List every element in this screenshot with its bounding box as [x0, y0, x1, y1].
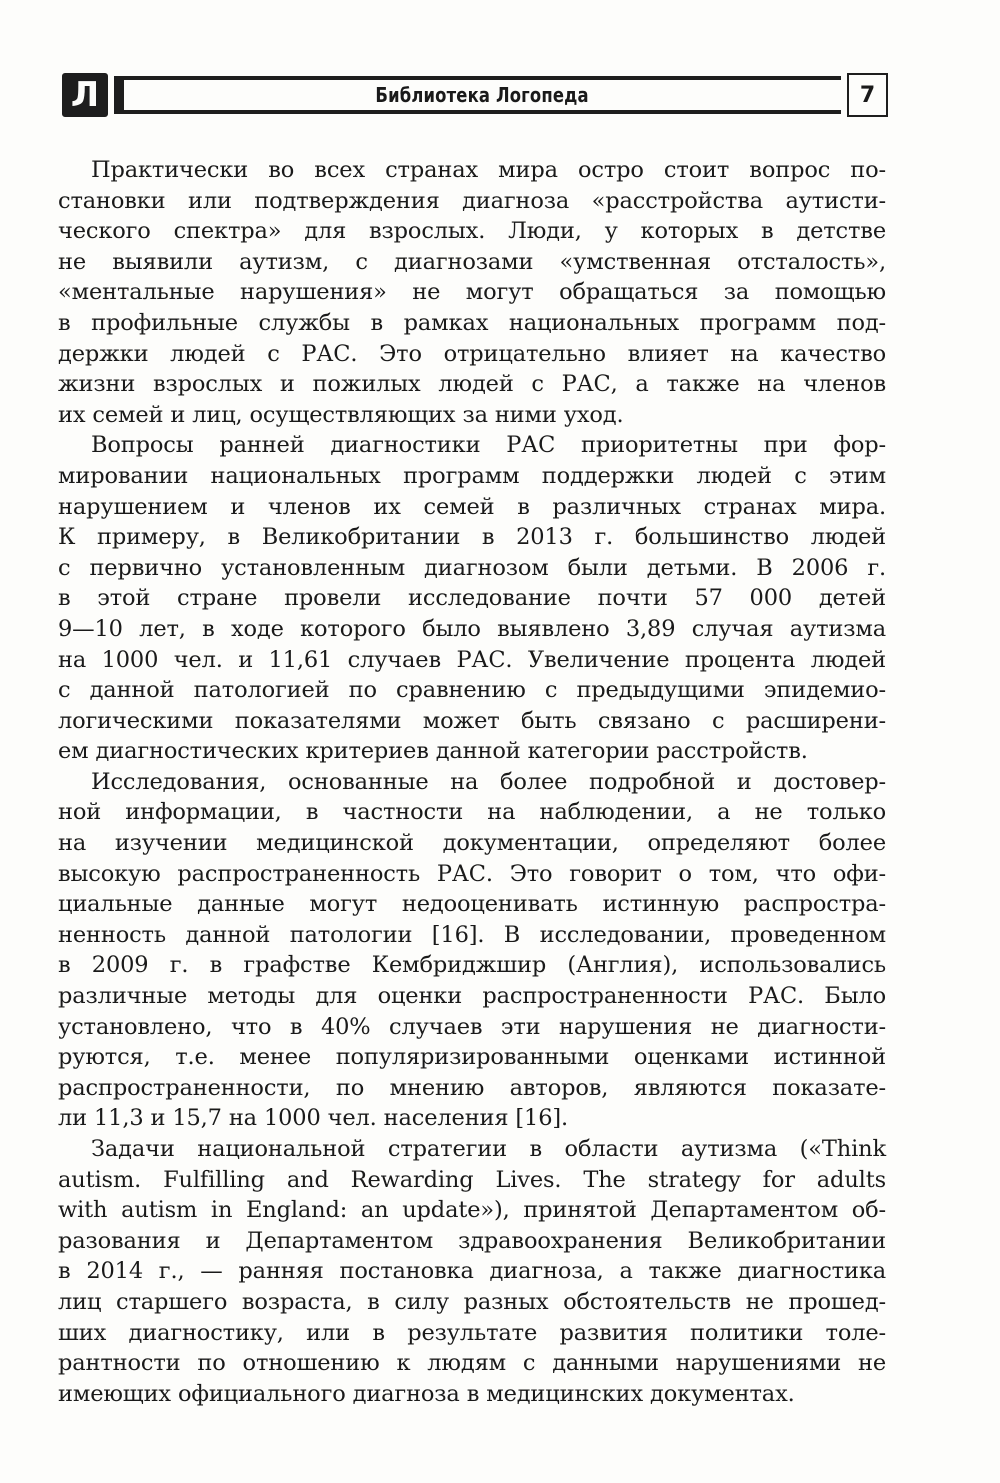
series-logo-letter: Л [70, 75, 100, 115]
text-line: в этой стране провели исследование почти 57 000 детей [58, 585, 886, 612]
text-line: не выявили аутизм, с диагнозами «умственная отсталость», [58, 248, 886, 275]
text-line: ли 11,3 и 15,7 на 1000 чел. населения [16]. [58, 1105, 569, 1132]
paragraph [58, 1134, 886, 1409]
text-line: установлено, что в 40% случаев эти нарушения не диагности- [58, 1013, 886, 1040]
running-header [62, 73, 888, 117]
paragraph [58, 430, 886, 767]
text-line: Исследования, основанные на более подробной и достовер- [91, 768, 886, 795]
text-line: в 2014 г., — ранняя постановка диагноза, а также диагностика [58, 1258, 886, 1285]
text-line: рантности по отношению к людям с данными нарушениями не [58, 1350, 886, 1377]
text-line: К примеру, в Великобритании в 2013 г. большинство людей [58, 524, 886, 551]
text-line: Задачи национальной стратегии в области аутизма («Think [91, 1136, 886, 1162]
text-line: держки людей с РАС. Это отрицательно влияет на качество [58, 340, 886, 367]
text-line: ненность данной патологии [16]. В исследовании, проведенном [58, 921, 886, 948]
text-line: в профильные службы в рамках национальных программ под- [58, 309, 886, 336]
text-line: жизни взрослых и пожилых людей с РАС, а также на членов [58, 371, 886, 398]
text-line: лиц старшего возраста, в силу разных обстоятельств не прошед- [58, 1288, 886, 1315]
text-line: разования и Департаментом здравоохранения Великобритании [58, 1227, 886, 1254]
text-line: высокую распространенность РАС. Это говорит о том, что офи- [58, 860, 886, 887]
text-line: ших диагностику, или в результате развития политики толе- [58, 1319, 886, 1346]
text-line: ческого спектра» для взрослых. Люди, у которых в детстве [58, 218, 886, 245]
text-line: распространенности, по мнению авторов, являются показате- [58, 1074, 886, 1101]
text-line: ной информации, в частности на наблюдении, а не только [58, 799, 886, 826]
text-line: autism. Fulfilling and Rewarding Lives. The strategy for adults [58, 1166, 886, 1193]
text-line: ем диагностических критериев данной категории расстройств. [58, 738, 808, 765]
text-line: становки или подтверждения диагноза «расстройства аутисти- [58, 187, 886, 214]
series-logo [62, 73, 108, 117]
page-number-box [847, 73, 888, 117]
text-line: имеющих официального диагноза в медицинских документах. [58, 1380, 795, 1407]
text-line: with autism in England: an update»), принятой Департаментом об- [58, 1197, 886, 1224]
text-line: их семей и лиц, осуществляющих за ними уход. [58, 401, 624, 428]
text-line: Вопросы ранней диагностики РАС приоритетны при фор- [91, 432, 886, 459]
series-title: Библиотека Логопеда [375, 83, 590, 107]
paragraph [58, 155, 886, 430]
text-line: циальные данные могут недооценивать истинную распростра- [58, 891, 886, 918]
text-line: на 1000 чел. и 11,61 случаев РАС. Увеличение процента людей [58, 646, 886, 673]
header-title-bar [114, 76, 841, 114]
text-line: «ментальные нарушения» не могут обращаться за помощью [58, 279, 886, 306]
page-number: 7 [859, 82, 876, 108]
text-line: с данной патологией по сравнению с предыдущими эпидемио- [58, 677, 886, 704]
text-line: в 2009 г. в графстве Кембриджшир (Англия), использовались [58, 952, 886, 979]
text-line: логическими показателями может быть связано с расширени- [58, 707, 886, 734]
body-text [58, 155, 886, 1409]
text-line: различные методы для оценки распространенности РАС. Было [58, 983, 886, 1010]
text-line: мировании национальных программ поддержки людей с этим [58, 462, 886, 489]
text-line: руются, т.е. менее популяризированными оценками истинной [58, 1044, 886, 1071]
text-line: 9—10 лет, в ходе которого было выявлено 3,89 случая аутизма [58, 615, 886, 642]
header-title-frame [120, 80, 841, 110]
text-line: нарушением и членов их семей в различных странах мира. [58, 493, 886, 520]
paragraph [58, 767, 886, 1134]
text-line: на изучении медицинской документации, определяют более [58, 830, 886, 857]
text-line: с первично установленным диагнозом были детьми. В 2006 г. [58, 554, 886, 581]
text-line: Практически во всех странах мира остро стоит вопрос по- [91, 157, 886, 183]
